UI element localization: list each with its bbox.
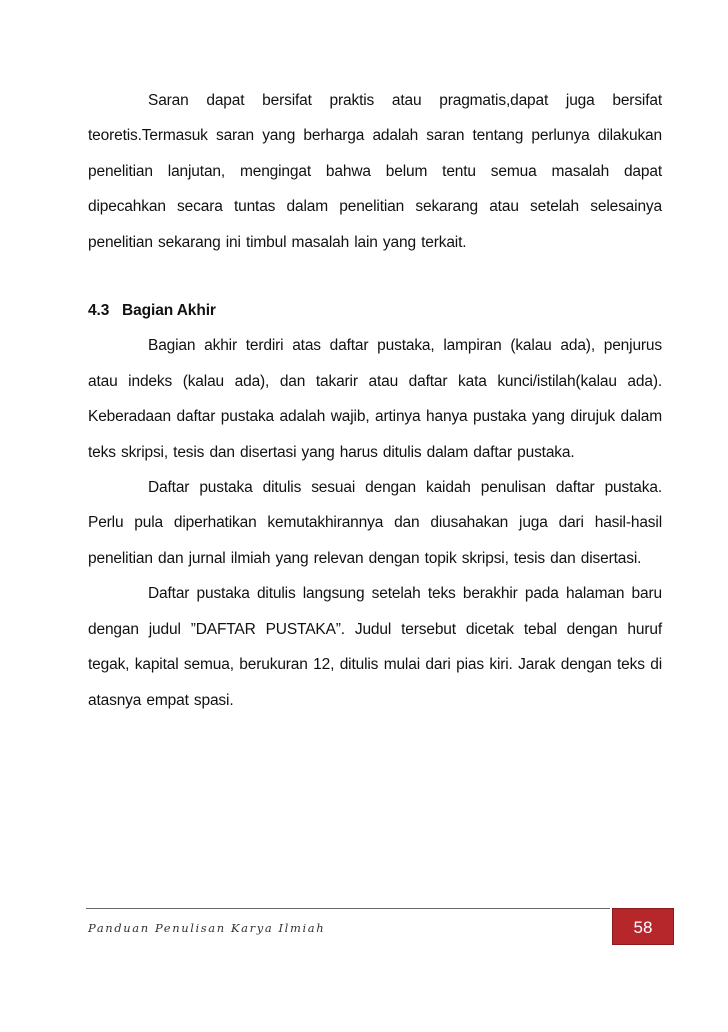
paragraph-saran: Saran dapat bersifat praktis atau pragmatis,dapat juga bersifat teoretis.Termasuk saran yang berharga adalah saran tentang perlunya dilakukan penelitian lanjutan, mengingat bahwa belum tentu semua masalah dapat dipecahkan secara tuntas dalam penelitian sekarang atau setelah selesainya penelitian sekarang ini timbul masalah lain yang terkait.: [88, 92, 662, 251]
paragraph-judul: Daftar pustaka ditulis langsung setelah teks berakhir pada halaman baru dengan judul ”DAFTAR PUSTAKA”. Judul tersebut dicetak tebal dengan huruf tegak, kapital semua, berukuran 12, ditulis mulai dari pias kiri. Jarak dengan teks di atasnya empat spasi.: [88, 585, 662, 709]
paragraph-kaidah: Daftar pustaka ditulis sesuai dengan kaidah penulisan daftar pustaka. Perlu pula diperhatikan kemutakhirannya dan diusahakan juga dari hasil-hasil penelitian dan jurnal ilmiah yang relevan dengan topik skripsi, tesis dan disertasi.: [88, 479, 662, 567]
footer-divider: [86, 908, 610, 909]
paragraph-bagian-akhir: Bagian akhir terdiri atas daftar pustaka, lampiran (kalau ada), penjurus atau indeks (kalau ada), dan takarir atau daftar kata kunci/istilah(kalau ada). Keberadaan daftar pustaka adalah wajib, artinya hanya pustaka yang dirujuk dalam teks skripsi, tesis dan disertasi yang harus ditulis dalam daftar pustaka.: [88, 337, 662, 461]
section-heading: [88, 293, 662, 328]
page-number-badge: 58: [612, 908, 674, 945]
section-number: 4.3: [88, 302, 110, 320]
footer-title: Panduan Penulisan Karya Ilmiah: [88, 921, 326, 935]
page-footer: [86, 908, 676, 946]
section-title: Bagian Akhir: [122, 302, 216, 320]
page-content: [88, 83, 662, 718]
